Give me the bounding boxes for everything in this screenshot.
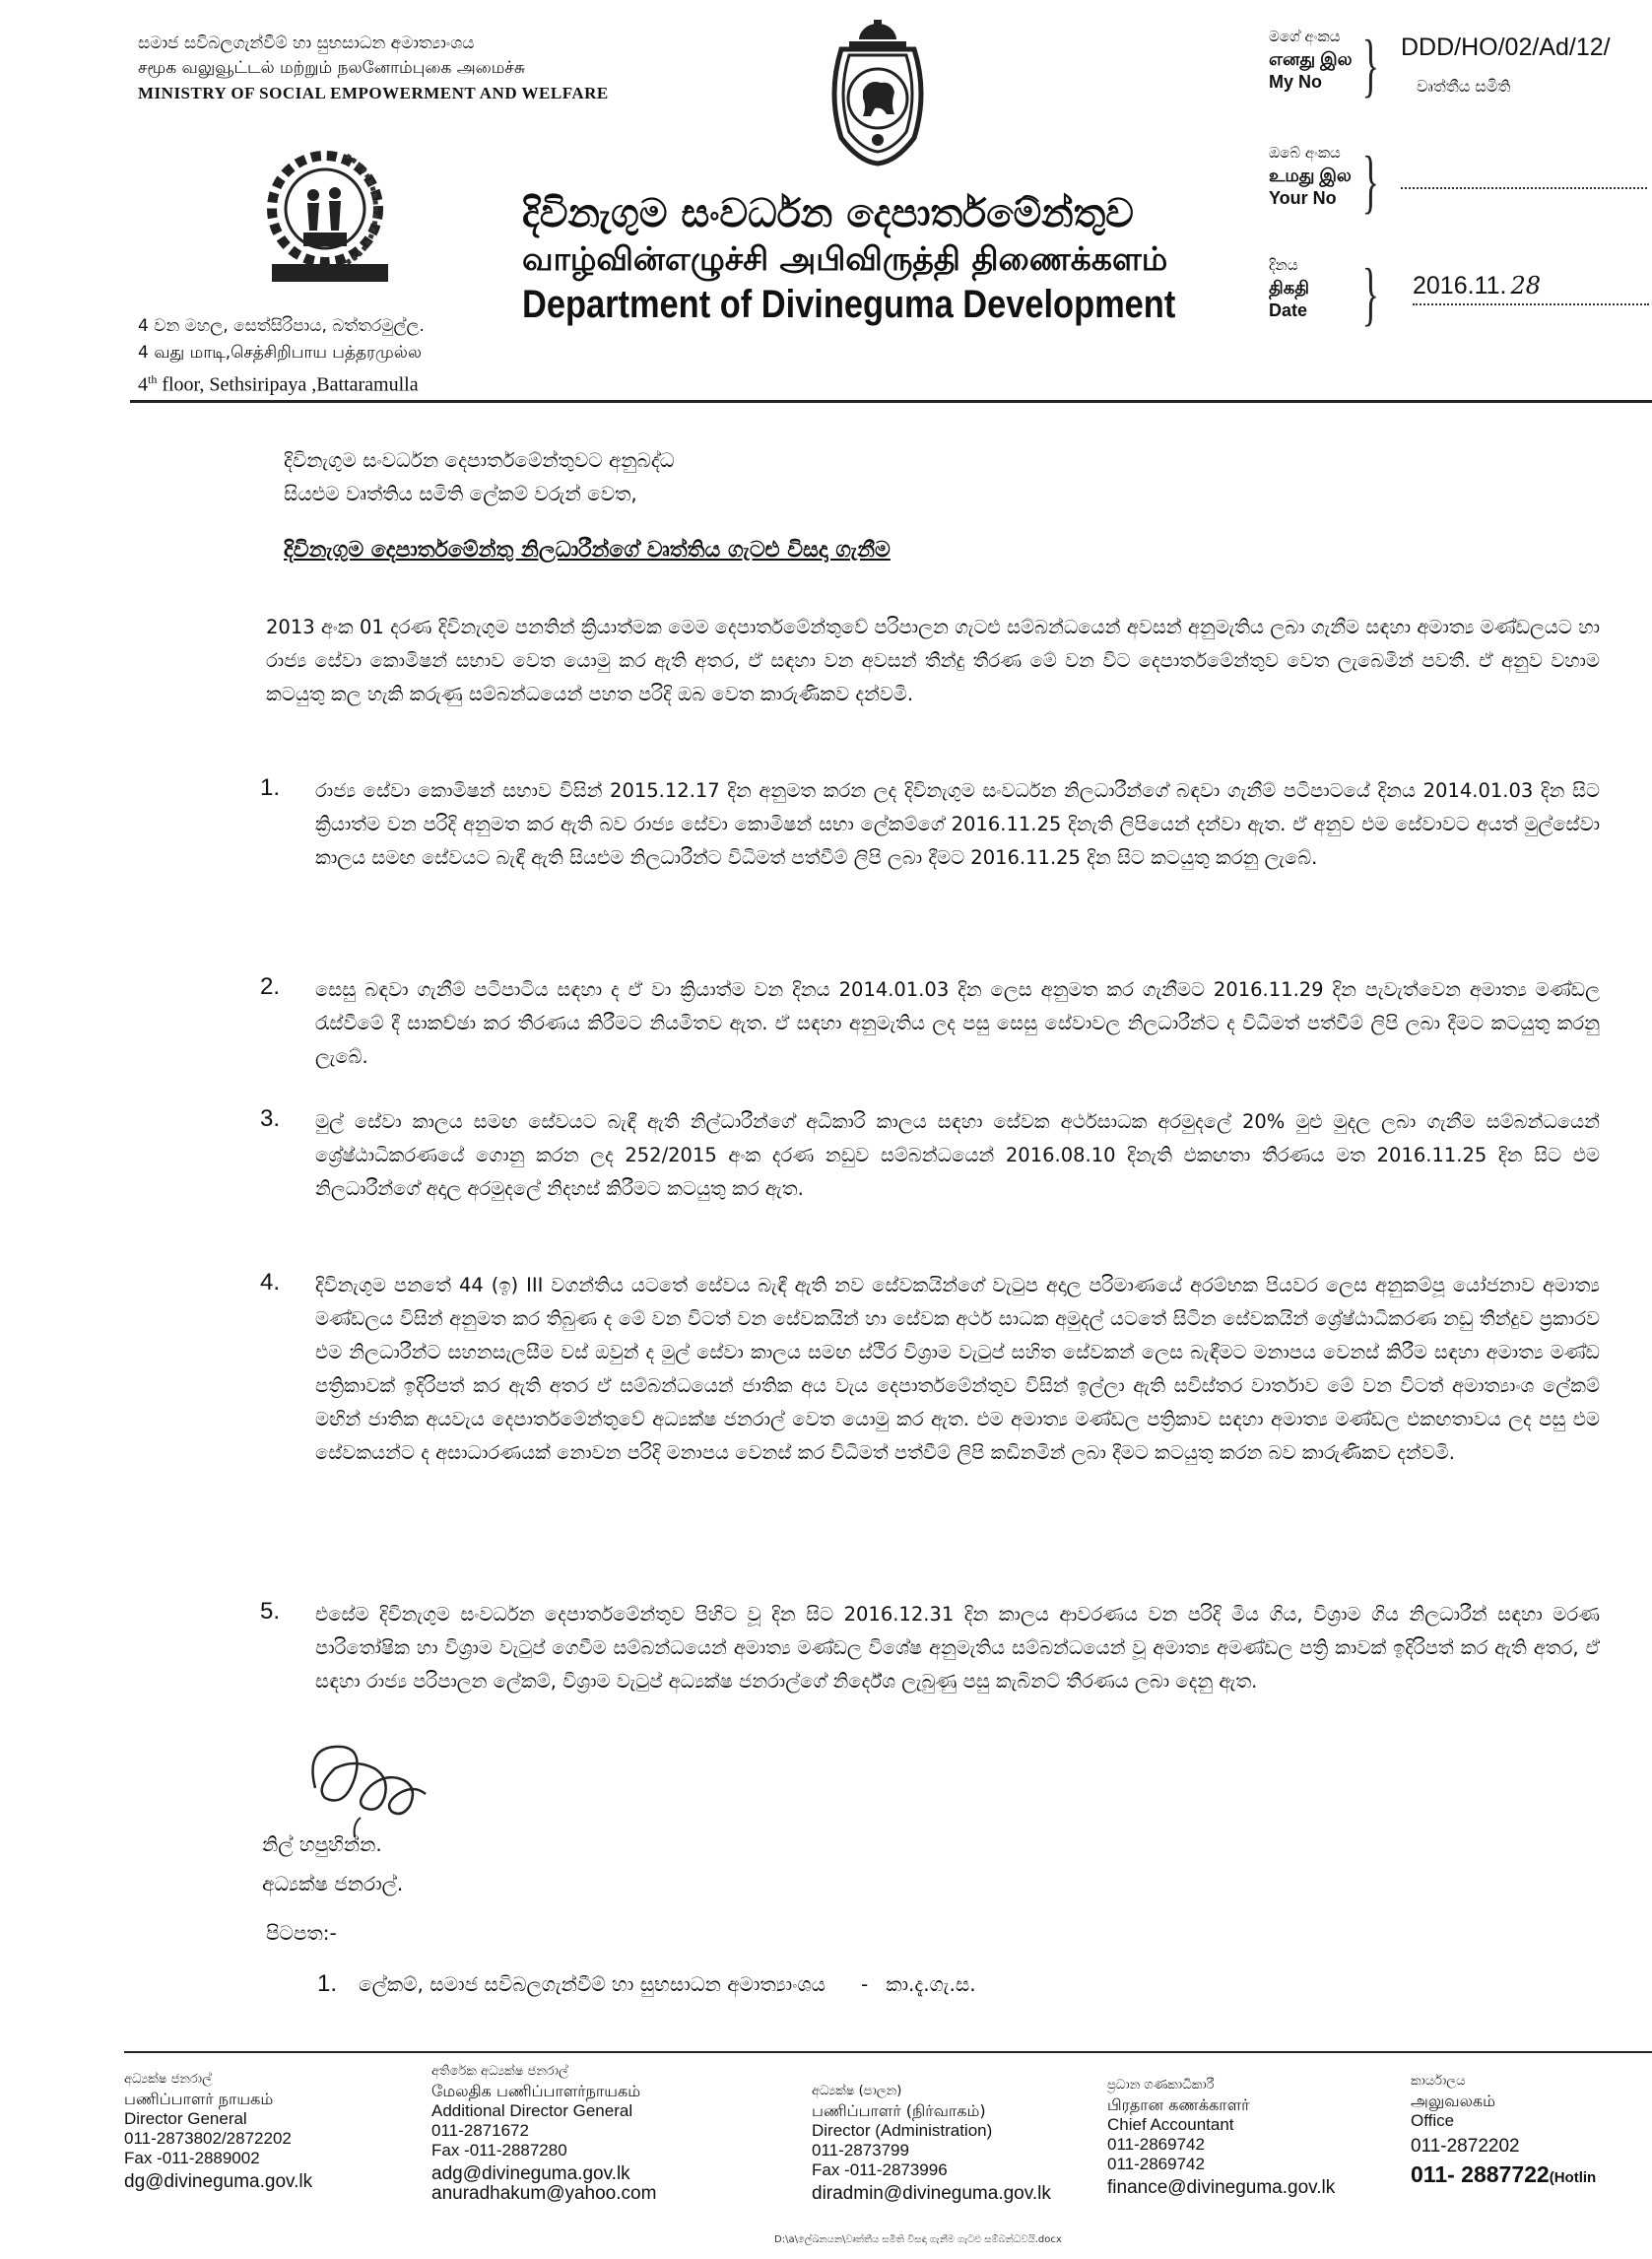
email-link[interactable]: diradmin@divineguma.gov.lk (812, 2183, 1051, 2204)
my-number-value: DDD/HO/02/Ad/12/ (1401, 33, 1611, 61)
my-number-label-en: My No (1269, 72, 1322, 92)
date-label-en: Date (1269, 300, 1308, 320)
email-link[interactable]: anuradhakum@yahoo.com (431, 2183, 657, 2204)
address-ta: 4 வது மாடி,செத்சிறிபாய பத்தரமுல்ல (138, 343, 422, 363)
item-text: මුල් සේවා කාලය සමඟ සේවයට බැඳී ඇති නිල්ධාරීන්ගේ අධිකාරි කාලය සඳහා සේවක අර්ථසාධක අරමුදලේ 20% මුළු මුදල ලබා ගැනීම සම්බන්ධයෙන් ශ්‍රේෂ්ඨාධිකරණයේ ගොනු කරන ලද 252/2015 අංක දරණ නඩුව සම්බන්ධයෙන් 2016.08.10 දිනැති එකඟතා තීරණය මත 2016.11.25 දින සිට එම නිලධාරීන්ගේ අදාල අරමුදලේ නිදහස් කිරීමට කටයුතු කර ඇත. (315, 1110, 1600, 1200)
brace-icon: } (1361, 142, 1379, 221)
intro-paragraph: 2013 අංක 01 දරණ දිවිනැගුම පනතින් ක්‍රියාත්මක මෙම දෙපාර්තමේන්තුවේ පරිපාලන ගැටළු සම්බන්ධයෙන් අවසන් අනුමැතිය ලබා ගැනීම සඳහා අමාත්‍ය මණ්ඩලයට හා රාජ්‍ය සේවා කොමිෂන් සභාව වෙත යොමු කර ඇති අතර, ඒ සඳහා වන අවසන් තීන්දු තීරණ මේ වන විට දෙපාර්තමේන්තුව වෙත ලැබෙමින් පවතී. ඒ අනුව වහාම කටයුතු කල හැකි කරුණු සම්බන්ධයෙන් පහත පරිදි ඔබ වෙත කාරුණිකව දන්වමි. (266, 616, 1600, 705)
my-number-label-ta: எனது இல (1269, 49, 1353, 69)
addressee-line-1: දිවිනැගුම සංවර්ධන දෙපාර්තමේන්තුවට අනුබද්ධ (284, 448, 675, 472)
brace-icon: } (1361, 254, 1379, 333)
item-text: සෙසු බඳවා ගැනීම් පටිපාටිය සඳහා ද ඒ වා ක්‍රියාත්ම වන දිනය 2014.01.03 දින ලෙස අනුමත කර ගැනීමට 2016.11.29 දින පැවැත්වෙන අමාත්‍ය මණ්ඩල රැස්වීමේ දී සාකච්ඡා කර තීරණය කිරීමට නියමිතව ඇත. ඒ සඳහා අනුමැතිය ලද පසු සෙසු සේවාවල නිලධාරීන්ට ද විධිමත් පත්වීම් ලිපි ලබා දීමට කටයුතු කරනු ලැබේ. (315, 978, 1600, 1068)
date-underline (1413, 303, 1649, 305)
item-number: 4. (260, 1269, 281, 1296)
your-number-label-ta: உமது இல (1269, 166, 1352, 185)
department-name-ta: வாழ்வின்எழுச்சி அபிவிருத்தி திணைக்களம் (522, 239, 1168, 278)
my-number-label-si: මගේ අංකය (1269, 28, 1341, 45)
national-emblem-icon (820, 20, 936, 167)
signatory-name: නිල් හපුහින්න. (262, 1832, 382, 1856)
my-number-row (1269, 26, 1652, 144)
your-number-blank (1401, 187, 1647, 189)
reference-block (1269, 26, 1652, 380)
date-handwritten: 28 (1510, 272, 1542, 299)
signatory-title: අධ්‍යක්ෂ ජනරාල්. (262, 1872, 404, 1895)
address-block (138, 313, 425, 399)
footer-rule (124, 2051, 1652, 2053)
copies-label: පිටපත:- (266, 1921, 337, 1945)
my-number-subtext: වෘත්තීය සමිති (1417, 77, 1511, 96)
your-number-label-si: ඔබේ අංකය (1269, 144, 1341, 162)
address-en: 4th floor, Sethsiripaya ,Battaramulla (138, 372, 419, 396)
addressee-block (284, 443, 675, 510)
copies-item-number: 1. (317, 1970, 338, 1997)
ministry-name-ta: சமூக வலுவூட்டல் மற்றும் நலனோம்புகை அமைச்சு (138, 58, 525, 78)
email-link[interactable]: dg@divineguma.gov.lk (124, 2171, 313, 2192)
header-rule (130, 400, 1652, 403)
item-number: 2. (260, 973, 281, 1000)
footer-column-director-admin: අධ්‍යක්ෂ (පාලන) பணிப்பாளர் (நிர்வாகம்) Director (Administration) 011-2873799 Fax -011-2873996 diradmin@divineguma.gov.lk (812, 2084, 1051, 2204)
copies-item (317, 1970, 976, 1998)
letter-subject: දිවිනැගුම දෙපාර්තමේන්තු නිලධාරීන්ගේ වෘත්තිය ගැටළු විසදා ගැනීම (284, 538, 891, 563)
copies-item-note: කා.දැ.ගැ.ස. (886, 1972, 976, 1996)
item-text: රාජ්‍ය සේවා කොමිෂන් සභාව විසින් 2015.12.17 දින අනුමත කරන ලද දිවිනැගුම සංවර්ධන නිලධාරීන්ගේ බඳවා ගැනීම් පටිපාටයේ දිනය 2014.01.03 දින සිට ක්‍රියාත්ම වන පරිදි අනුමත කර ඇති බව රාජ්‍ය සේවා කොමිෂන් සභා ලේකම්ගේ 2016.11.25 දිනැති ලිපියෙන් දන්වා ඇත. ඒ අනුව එම සේවාවට අයත් මුල්සේවා කාලය සමඟ සේවයට බැඳී ඇති සියළුම නිලධාරීන්ට විධිමත් පත්වීම් ලිපි ලබා දීමට 2016.11.25 දින සිට කටයුතු කරනු ලැබේ. (315, 779, 1600, 869)
email-link[interactable]: adg@divineguma.gov.lk (431, 2163, 630, 2184)
date-label-ta: திகதி (1269, 278, 1310, 298)
footer-column-additional-dg: අතිරේක අධ්‍යක්ෂ ජනරාල් மேலதிக பணிப்பாளர்நாயகம் Additional Director General 011-2871672 Fax -011-2887280 adg@divineguma.gov.lk anuradhakum@yahoo.com (431, 2064, 657, 2204)
item-text: එසේම දිවිනැගුම සංවර්ධන දෙපාර්තමේන්තුව පිහිට වූ දින සිට 2016.12.31 දින කාලය ආවරණය වන පරිදි මිය ගිය, විශ්‍රාම ගිය නිලධාරීන් සඳහා මරණ පාරිතෝෂික හා විශ්‍රාම වැටුප් ගෙවීම සම්බන්ධයෙන් අමාත්‍ය මණ්ඩල විශේෂ අනුමැතිය සම්බන්ධයෙන් වූ අමාත්‍ය අමණ්ඩල පත්‍රි කාවක් ඉදිරිපත් කර ඇති අතර, ඒ සඳහා රාජ්‍ය පරිපාලන ලේකම්, විශ්‍රාම වැටුප් අධ්‍යක්ෂ ජනරාල්ගේ නිර්දේශ ලැබුණු පසු කැබිනට් තීරණය ලබා දෙනු ඇත. (315, 1603, 1600, 1693)
department-logo-icon (264, 148, 394, 286)
ministry-block (138, 32, 609, 105)
footer-column-chief-accountant: ප්‍රධාන ගණකාධිකාරී பிரதான கணக்காளர் Chief Accountant 011-2869742 011-2869742 finance@divineguma.gov.lk (1107, 2078, 1336, 2198)
item-number: 1. (260, 774, 281, 801)
your-number-row (1269, 142, 1652, 260)
item-text: දිවිනැගුම පනතේ 44 (ඉ) III වගන්තිය යටතේ සේවය බැඳී ඇති නව සේවකයින්ගේ වැටුප අදාල පරිමාණයේ අරම්භක පියවර ලෙස අනුකම්පූ යෝජනාව අමාත්‍ය මණ්ඩලය විසින් අනුමත කර තිබුණ ද මේ වන විටත් වන සේවකයින් හා සේවක අර්ථ සාධක අමුදල් යටතේ සිටින සේවකයින් ශ්‍රේෂ්ඨාධිකරණ නඩු තීන්දුව ප්‍රකාරව එම නිලධාරීන්ට සහනසැලසීම වස් ඔවුන් ද මුල් සේවා කාලය සමඟ ස්ථිර විශ්‍රාම වැටුප් සහිත සේවකන් ලෙස බැඳීමට මනාපය වෙනස් කිරීම සඳහා අමාත්‍ය මණ්ඩ පත්‍රිකාවක් ඉදිරිපත් කර ඇති අතර ඒ සම්බන්ධයෙන් ජාතික අය වැය දෙපාර්තමේන්තුව විසින් ඉල්ලා ඇති සවිස්තර වාර්තාව මේ වන විටත් අමාත්‍යාංශ ලේකම් මඟින් ජාතික අයවැය දෙපාර්තමේන්තුවේ අධ්‍යක්ෂ ජනරාල් වෙත යොමු කර ඇත. එම අමාත්‍ය මණ්ඩල පත්‍රිකාව සඳහා අමාත්‍ය මණ්ඩල එකඟතාවය ලද පසු එම සේවකයන්ට ද අසාධාරණයක් නොවන පරිදි මනාපය වෙනස් කර විධිමත් පත්වීම් ලිපි කඩිනමින් ලබා දීමට කටයුතු කරන බව කාරුණිකව දන්වමි. (315, 1274, 1600, 1464)
ministry-name-en: MINISTRY OF SOCIAL EMPOWERMENT AND WELFARE (138, 84, 609, 102)
department-name-si: දිවිනැගුම සංවර්ධන දෙපාර්තමේන්තුව (522, 191, 1134, 236)
item-number: 3. (260, 1105, 281, 1132)
footer-column-director-general: අධ්‍යක්ෂ ජනරාල් பணிப்பாளர் நாயகம் Director General 011-2873802/2872202 Fax -011-2889002 dg@divineguma.gov.lk (124, 2072, 313, 2192)
footer-column-office: කාර්යාලය அலுவலகம் Office 011-2872202 011- 2887722(Hotlin (1411, 2074, 1597, 2187)
item-number: 5. (260, 1598, 281, 1625)
hotline: 011- 2887722(Hotlin (1411, 2161, 1597, 2187)
department-name-block (522, 189, 1271, 329)
department-name-en: Department of Divineguma Development (522, 283, 1176, 326)
signatory-block (262, 1825, 403, 1903)
date-label-si: දිනය (1269, 256, 1298, 274)
email-link[interactable]: finance@divineguma.gov.lk (1107, 2177, 1336, 2198)
addressee-line-2: සියළුම වෘත්තිය සමිති ලේකම් වරුන් වෙත, (284, 482, 637, 505)
copies-item-text: ලේකම්, සමාජ සවිබලගැන්වීම් හා සුභසාධන අමාත්‍යාංශය (359, 1972, 826, 1996)
copies-item-dash: - (861, 1972, 869, 1996)
ministry-name-si: සමාජ සවිබලගැන්වීම් හා සුභසාධන අමාත්‍යාංශය (138, 33, 475, 53)
date-value: 2016.11. 28 (1413, 272, 1542, 299)
brace-icon: } (1361, 26, 1379, 104)
your-number-label-en: Your No (1269, 188, 1337, 208)
file-path: D:\a\ලේඛනයන\වෘත්තීය සමිති විසඳා ගැනීම ගැටළු සම්බන්ධවයි.docx (774, 2234, 1062, 2245)
date-row (1269, 254, 1652, 372)
address-si: 4 වන මහල, සෙත්සිරිපාය, බත්තරමුල්ල. (138, 316, 425, 336)
